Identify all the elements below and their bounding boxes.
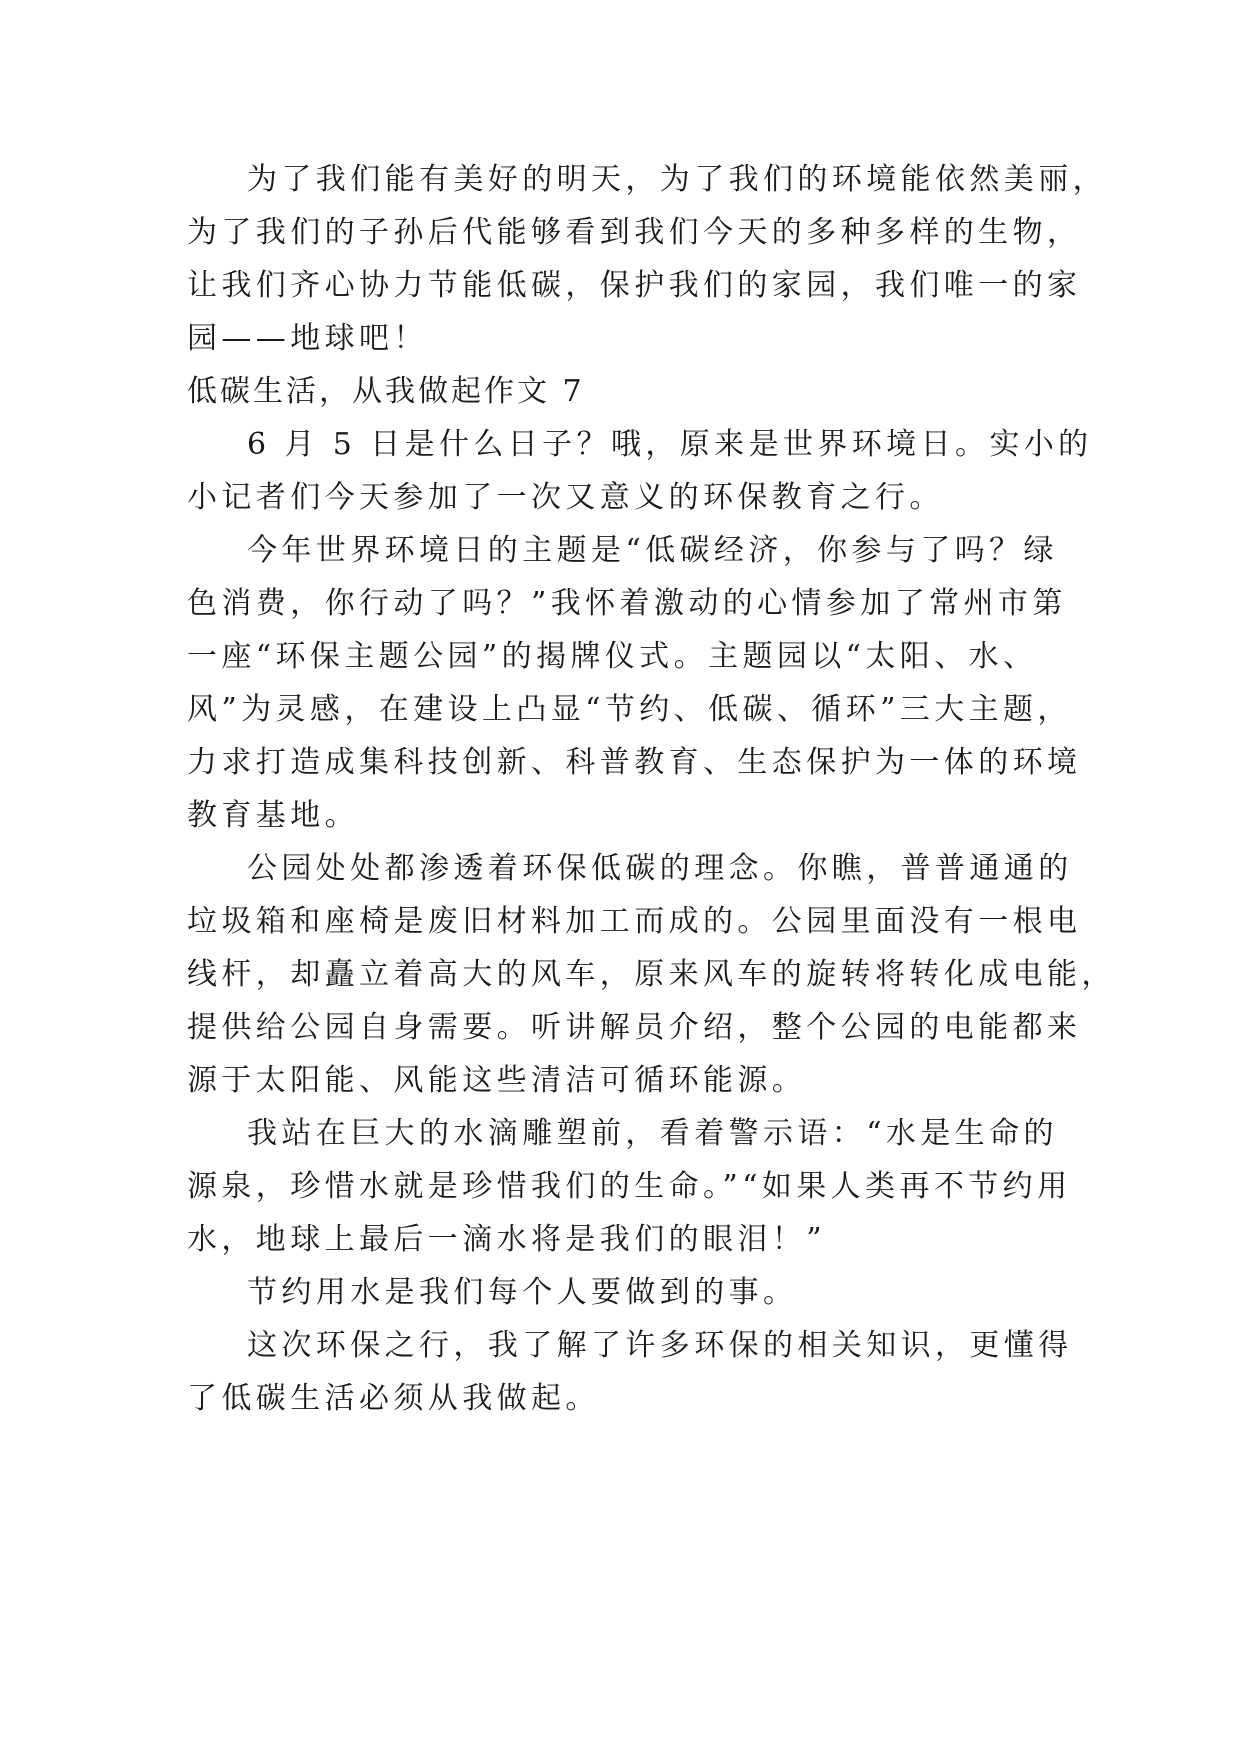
paragraph-line: 一座“环保主题公园”的揭牌仪式。主题园以“太阳、水、	[187, 639, 1038, 674]
paragraph-line: 我站在巨大的水滴雕塑前，看着警示语：“水是生命的	[247, 1116, 1058, 1151]
paragraph-line: 风”为灵感，在建设上凸显“节约、低碳、循环”三大主题，	[187, 692, 1072, 727]
paragraph-line: 源泉，珍惜水就是珍惜我们的生命。”“如果人类再不节约用	[187, 1169, 1072, 1204]
paragraph-line: 这次环保之行，我了解了许多环保的相关知识，更懂得	[247, 1328, 1073, 1363]
paragraph-line: 源于太阳能、风能这些清洁可循环能源。	[187, 1063, 807, 1098]
paragraph-line: 了低碳生活必须从我做起。	[187, 1381, 600, 1416]
paragraph-line: 让我们齐心协力节能低碳，保护我们的家园，我们唯一的家	[187, 268, 1082, 303]
paragraph-line: 力求打造成集科技创新、科普教育、生态保护为一体的环境	[187, 745, 1082, 780]
paragraph-line: 水，地球上最后一滴水将是我们的眼泪！”	[187, 1222, 826, 1257]
paragraph-line: 今年世界环境日的主题是“低碳经济，你参与了吗？绿	[247, 533, 1058, 568]
paragraph-line: 色消费，你行动了吗？”我怀着激动的心情参加了常州市第	[187, 586, 1067, 621]
paragraph-line: 提供给公园自身需要。听讲解员介绍，整个公园的电能都来	[187, 1010, 1082, 1045]
paragraph-line: 小记者们今天参加了一次又意义的环保教育之行。	[187, 480, 944, 515]
paragraph-line: 为了我们能有美好的明天，为了我们的环境能依然美丽，	[247, 162, 1107, 197]
paragraph-line: 6 月 5 日是什么日子？哦，原来是世界环境日。实小的	[247, 427, 1093, 462]
paragraph-line: 教育基地。	[187, 798, 359, 833]
section-heading: 低碳生活，从我做起作文 7	[187, 374, 585, 409]
paragraph-line: 线杆，却矗立着高大的风车，原来风车的旋转将转化成电能，	[187, 957, 1116, 992]
paragraph-line: 垃圾箱和座椅是废旧材料加工而成的。公园里面没有一根电	[187, 904, 1082, 939]
paragraph-line: 园——地球吧！	[187, 321, 428, 356]
paragraph-line: 公园处处都渗透着环保低碳的理念。你瞧，普普通通的	[247, 851, 1073, 886]
paragraph-line: 为了我们的子孙后代能够看到我们今天的多种多样的生物，	[187, 215, 1082, 250]
paragraph-line: 节约用水是我们每个人要做到的事。	[247, 1275, 798, 1310]
